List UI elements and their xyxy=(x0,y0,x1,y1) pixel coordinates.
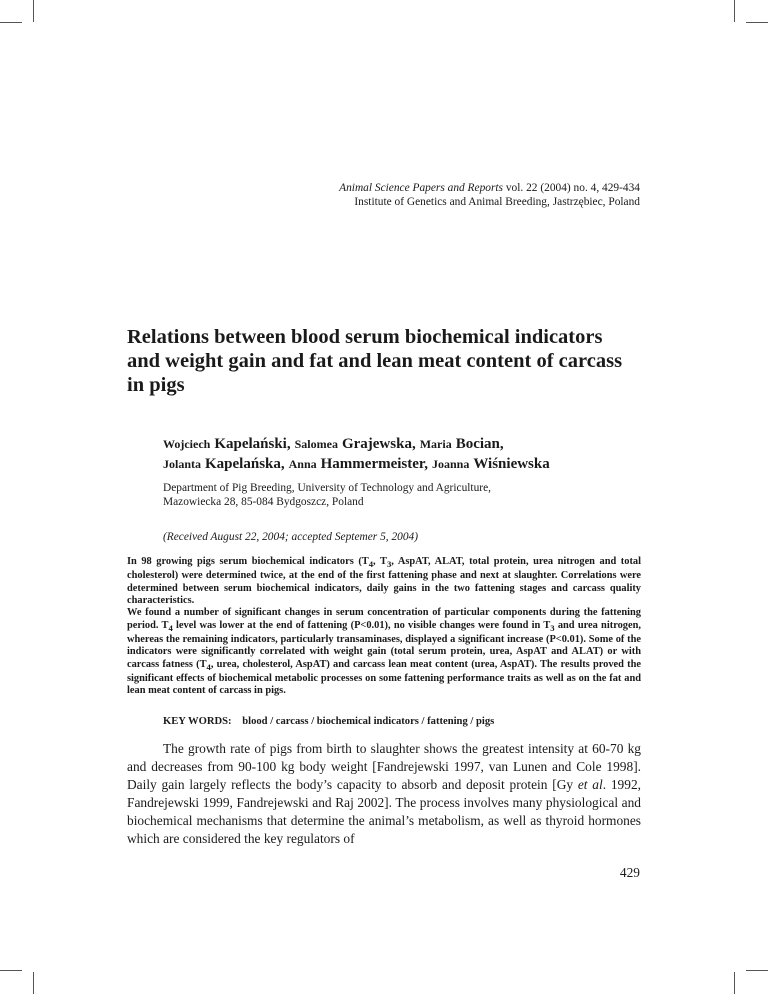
author-last-name: Hammermeister, xyxy=(320,456,428,472)
keywords-text: blood / carcass / biochemical indicators / fattening / pigs xyxy=(242,716,495,727)
received-dates: (Received August 22, 2004; accepted Septemer 5, 2004) xyxy=(163,531,419,543)
affiliation-line: Mazowiecka 28, 85-084 Bydgoszcz, Poland xyxy=(163,496,364,508)
abstract-text: , T xyxy=(373,556,387,567)
author-last-name: Kapelańska, xyxy=(205,456,285,472)
journal-institute: Institute of Genetics and Animal Breeding, Jastrzębiec, Poland xyxy=(354,196,640,208)
crop-mark-bottom-left-v xyxy=(33,972,34,994)
crop-mark-bottom-left-h xyxy=(0,970,22,971)
author-first-name: Salomea xyxy=(294,437,338,451)
keywords xyxy=(163,716,494,727)
abstract-text: and urea nitrogen, whereas the remaining indicators, particularly transaminases, displayed a significant increase (P<0.01). Some of the indicators were significantly correlated with weight gain (total serum protein, urea, AspAT and ALAT) or with carcass fatness (T xyxy=(127,619,641,670)
affiliation-line: Department of Pig Breeding, University of Technology and Agriculture, xyxy=(163,482,491,494)
abstract-text: , urea, cholesterol, AspAT) and carcass lean meat content (urea, AspAT). The results proved the significant effects of biochemical metabolic processes on some fattening performance traits as well as on the fat and lean meat content of carcass in pigs. xyxy=(127,658,641,697)
journal-header xyxy=(339,181,640,209)
author-first-name: Maria xyxy=(419,437,452,451)
author-last-name: Kapelański, xyxy=(214,436,291,452)
author-first-name: Anna xyxy=(288,457,317,471)
body-text xyxy=(127,740,641,849)
author-list xyxy=(163,434,643,474)
journal-volume: vol. 22 (2004) no. 4, 429-434 xyxy=(503,182,640,194)
subscript: 3 xyxy=(550,622,555,633)
subscript: 4 xyxy=(206,661,211,672)
crop-mark-bottom-right-v xyxy=(734,972,735,994)
body-text-run: . 1992, Fandrejewski 1999, Fandrejewski and Raj 2002]. The process involves many physiological and biochemical mechanisms that determine the animal’s metabolism, as well as thyroid hormones which are considered the key regulators of xyxy=(127,777,641,847)
journal-name: Animal Science Papers and Reports xyxy=(339,182,503,194)
abstract xyxy=(127,556,641,698)
abstract-text: level was lower at the end of fattening (P<0.01), no visible changes were found in T xyxy=(172,619,551,631)
page-number: 429 xyxy=(619,865,640,880)
crop-mark-top-left-v xyxy=(33,0,34,22)
author-first-name: Wojciech xyxy=(163,437,211,451)
paper-title: Relations between blood serum biochemical indicators and weight gain and fat and lean meat content of carcass in pigs xyxy=(127,326,623,396)
abstract-paragraph xyxy=(127,607,641,697)
author-last-name: Wiśniewska xyxy=(473,456,550,472)
author-last-name: Grajewska, xyxy=(341,436,416,452)
body-paragraph xyxy=(127,740,641,849)
subscript: 4 xyxy=(368,559,374,570)
abstract-text: We found a number of significant changes in serum concentration of particular components during the fattening period. T xyxy=(127,607,641,631)
keywords-label: KEY WORDS: xyxy=(163,716,232,727)
crop-mark-top-left-h xyxy=(0,22,22,23)
subscript: 4 xyxy=(168,622,173,633)
abstract-text: In 98 growing pigs serum biochemical indicators (T xyxy=(127,556,369,567)
author-last-name: Bocian, xyxy=(455,436,504,452)
author-first-name: Joanna xyxy=(431,457,470,471)
subscript: 3 xyxy=(386,559,392,570)
crop-mark-top-right-v xyxy=(734,0,735,22)
abstract-text: , AspAT, ALAT, total protein, urea nitrogen and total cholesterol) were determined twice, at the end of the first fattening phase and next at slaughter. Correlations were determined between serum biochemical indicators, daily gains in the two fattening stages and carcass quality characteristics. xyxy=(127,556,641,606)
affiliation xyxy=(163,481,623,509)
author-first-name: Jolanta xyxy=(163,457,202,471)
body-text-run: The growth rate of pigs from birth to slaughter shows the greatest intensity at 60-70 kg and decreases from 90-100 kg body weight [Fandrejewski 1997, van Lunen and Cole 1998]. Daily gain largely reflects the body’s capacity to absorb and deposit protein [Gy xyxy=(127,741,641,793)
body-italic-run: et al xyxy=(577,777,603,793)
abstract-paragraph xyxy=(127,556,641,607)
crop-mark-bottom-right-h xyxy=(746,970,768,971)
crop-mark-top-right-h xyxy=(746,22,768,23)
